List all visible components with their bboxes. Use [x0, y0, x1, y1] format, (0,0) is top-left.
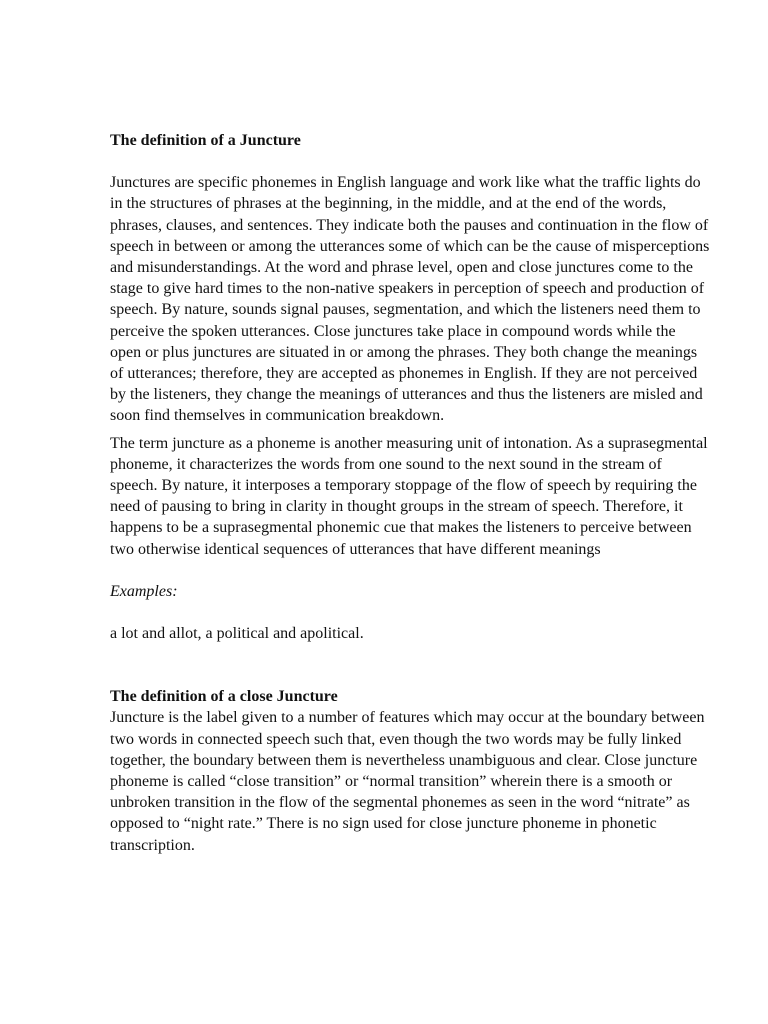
section-heading-juncture: The definition of a Juncture — [110, 132, 301, 149]
spacer — [110, 665, 710, 686]
paragraph-juncture-intro: Junctures are specific phonemes in English language and work like what the traffic lights do in the structures of phrases at the beginning, in the middle, and at the end of the words, phrases, clauses, and sentences. They indicate both the pauses and continuation in the flow of speech in between or among the utterances some of which can be the cause of misperceptions and misunderstandings. At the word and phrase level, open and close junctures come to the stage to give hard times to the non-native speakers in perception of speech and production of speech. By nature, sounds signal pauses, segmentation, and which the listeners need them to perceive the spoken utterances. Close junctures take place in compound words while the open or plus junctures are situated in or among the phrases. They both change the meanings of utterances; therefore, they are accepted as phonemes in English. If they are not perceived by the listeners, they change the meanings of utterances and thus the listeners are misled and soon find themselves in communication breakdown. — [110, 174, 710, 425]
spacer — [110, 644, 710, 665]
spacer — [110, 602, 710, 623]
examples-label: Examples: — [110, 582, 178, 600]
document-body — [110, 130, 710, 856]
paragraph-juncture-phoneme: The term juncture as a phoneme is another measuring unit of intonation. As a suprasegmental phoneme, it characterizes the words from one sound to the next sound in the stream of speech. By nature, it interposes a temporary stoppage of the flow of speech by requiring the need of pausing to bring in clarity in thought groups in the stream of speech. Therefore, it happens to be a suprasegmental phonemic cue that makes the listeners to perceive between two otherwise identical sequences of utterances that have different meanings — [110, 434, 708, 558]
spacer — [110, 560, 710, 581]
examples-text: a lot and allot, a political and apolitical. — [110, 625, 364, 643]
section-heading-close-juncture: The definition of a close Juncture — [110, 688, 338, 706]
spacer — [110, 151, 710, 172]
paragraph-close-juncture: Juncture is the label given to a number of features which may occur at the boundary between two words in connected speech such that, even though the two words may be fully linked together, the boundary between them is nevertheless unambiguous and clear. Close juncture phoneme is called “close transition” or “normal transition” wherein there is a smooth or unbroken transition in the flow of the segmental phonemes as seen in the word “nitrate” as opposed to “night rate.” There is no sign used for close juncture phoneme in phonetic transcription. — [110, 709, 705, 854]
